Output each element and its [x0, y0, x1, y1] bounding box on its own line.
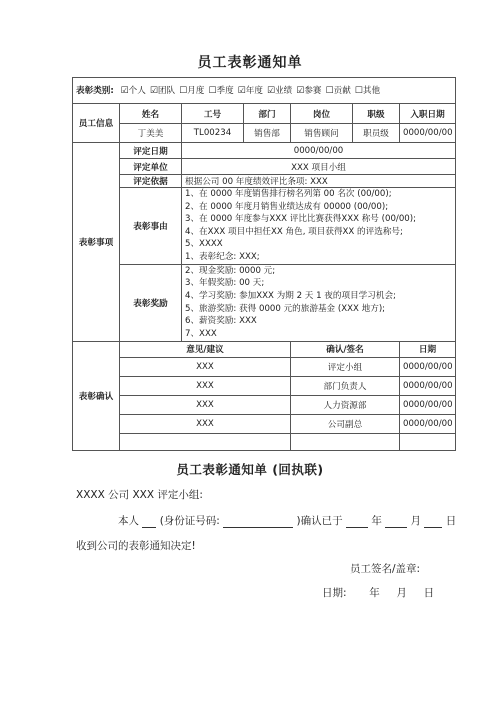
- empty-box-icon[interactable]: ☐: [354, 85, 363, 96]
- eval-date-value: 0000/00/00: [182, 143, 456, 159]
- employee-id: TL00234: [182, 124, 244, 143]
- year-blank[interactable]: [346, 516, 368, 528]
- reason-row: [73, 188, 456, 265]
- confirm-opinion: XXX: [120, 357, 291, 376]
- reason-item: 1、在 0000 年度销售排行榜名列第 00 名次 (00/00);: [185, 189, 392, 199]
- reason-list: [182, 188, 456, 265]
- confirm-header-row: [73, 341, 456, 357]
- commend-type-option[interactable]: [208, 86, 233, 96]
- confirm-row: [73, 395, 456, 414]
- commend-type-option[interactable]: [179, 86, 204, 96]
- employee-position: 销售顾问: [291, 124, 353, 143]
- eval-basis-label: 评定依据: [120, 175, 182, 188]
- confirm-row: [73, 357, 456, 376]
- commend-type-option[interactable]: [326, 86, 351, 96]
- reason-item: 5、XXXX: [185, 239, 223, 250]
- eval-unit-value: XXX 项目小组: [182, 159, 456, 175]
- employee-section-label: 员工信息: [73, 104, 120, 143]
- receipt-day-text: 日: [445, 515, 457, 527]
- receipt-notice-received: 收到公司的表彰通知决定!: [76, 540, 196, 552]
- commend-type-option-label: 参赛: [304, 85, 322, 96]
- receipt-date-day: 日: [423, 587, 435, 599]
- receipt-date-label: 日期:: [322, 587, 347, 599]
- receipt-id-text: (身份证号码:: [159, 515, 220, 527]
- commend-type-option-label: 团队: [157, 85, 176, 96]
- employee-level: 职员级: [353, 124, 400, 143]
- reward-item: 7、XXX: [185, 328, 217, 339]
- confirm-date: 0000/00/00: [400, 357, 456, 376]
- header-id: 工号: [182, 104, 244, 124]
- checked-box-icon[interactable]: ☑: [120, 85, 129, 96]
- commend-type-option-label: 业绩: [275, 85, 293, 96]
- confirm-empty-cell: [120, 433, 291, 450]
- confirm-section-label: 表彰确认: [73, 341, 120, 450]
- header-hire-date: 入职日期: [400, 104, 456, 124]
- employee-value-row: [73, 124, 456, 143]
- empty-box-icon[interactable]: ☐: [325, 85, 334, 96]
- employee-name: 丁美美: [120, 124, 182, 143]
- receipt-self-text: 本人: [118, 515, 139, 527]
- confirm-role: 部门负责人: [291, 376, 400, 395]
- confirm-opinion: XXX: [120, 376, 291, 395]
- confirm-empty-cell: [291, 433, 400, 450]
- checked-box-icon[interactable]: ☑: [296, 85, 305, 96]
- confirm-empty-cell: [400, 433, 456, 450]
- commend-type-option[interactable]: [355, 86, 380, 96]
- reward-item: 4、学习奖励: 参加XXX 为期 2 天 1 夜的项目学习机会;: [185, 290, 396, 301]
- confirm-date: 0000/00/00: [400, 395, 456, 414]
- eval-unit-label: 评定单位: [120, 159, 182, 175]
- commend-type-options: [117, 86, 381, 96]
- reward-row: [73, 264, 456, 341]
- confirm-date: 0000/00/00: [400, 414, 456, 433]
- eval-date-row: [73, 143, 456, 159]
- commend-type-option-label: 月度: [187, 85, 205, 96]
- reward-item: 3、年假奖励: 00 天;: [185, 278, 265, 289]
- empty-box-icon[interactable]: ☐: [208, 85, 217, 96]
- reason-item: 1、表彰纪念: XXX;: [185, 251, 260, 262]
- receipt-confirm-line: [118, 513, 456, 528]
- receipt-title: 员工表彰通知单 (回执联): [176, 462, 324, 477]
- eval-basis-row: [73, 175, 456, 188]
- commend-section-label: 表彰事项: [73, 143, 120, 342]
- receipt-year-text: 年: [371, 515, 382, 527]
- confirm-opinion: XXX: [120, 414, 291, 433]
- receipt-month-text: 月: [410, 515, 421, 527]
- header-dept: 部门: [244, 104, 291, 124]
- eval-unit-row: [73, 159, 456, 175]
- reward-item: 6、薪资奖励: XXX: [185, 316, 257, 327]
- receipt-date-line: [322, 585, 434, 600]
- commend-type-option[interactable]: [150, 86, 175, 96]
- header-position: 岗位: [291, 104, 353, 124]
- confirm-header-date: 日期: [400, 341, 456, 357]
- header-level: 职级: [353, 104, 400, 124]
- reason-item: 2、在 0000 年度月销售业绩达成有 00000 (00/00);: [185, 201, 389, 212]
- reward-item: 5、旅游奖励: 获得 0000 元的旅游基金 (XXX 地方);: [185, 303, 386, 314]
- reward-list: [182, 264, 456, 341]
- receipt-confirmed-text: )确认已于: [296, 515, 343, 527]
- confirm-role: 评定小组: [291, 357, 400, 376]
- confirm-role: 人力资源部: [291, 395, 400, 414]
- employee-hire-date: 0000/00/00: [400, 124, 456, 143]
- commend-type-option[interactable]: [296, 86, 321, 96]
- commend-type-option-label: 年度: [245, 85, 263, 96]
- receipt-addressee: XXXX 公司 XXX 评定小组:: [76, 489, 203, 501]
- confirm-header-sign: 确认/签名: [291, 341, 400, 357]
- checked-box-icon[interactable]: ☑: [237, 85, 246, 96]
- commend-type-option[interactable]: [238, 86, 263, 96]
- name-blank[interactable]: [142, 516, 156, 528]
- commendation-form-table: [72, 77, 456, 451]
- month-blank[interactable]: [385, 516, 407, 528]
- commend-type-option-label: 其他: [362, 85, 381, 96]
- employee-dept: 销售部: [244, 124, 291, 143]
- receipt-signature-label: 员工签名/盖章:: [350, 563, 421, 575]
- receipt-date-month: 月: [396, 587, 407, 599]
- commend-type-option[interactable]: [267, 86, 292, 96]
- confirm-role: 公司副总: [291, 414, 400, 433]
- confirm-date: 0000/00/00: [400, 376, 456, 395]
- day-blank[interactable]: [424, 516, 442, 528]
- checked-box-icon[interactable]: ☑: [266, 85, 276, 96]
- confirm-header-opinion: 意见/建议: [120, 341, 291, 357]
- reward-label: 表彰奖励: [120, 264, 182, 341]
- employee-header-row: [73, 104, 456, 124]
- eval-basis-value: 根据公司 00 年度绩效评比条项: XXX: [182, 175, 456, 188]
- reason-item: 4、在XXX 项目中担任XX 角色, 项目获得XX 的评选称号;: [185, 226, 403, 237]
- eval-date-label: 评定日期: [120, 143, 182, 159]
- header-name: 姓名: [120, 104, 182, 124]
- commend-type-label: 表彰类别:: [76, 85, 114, 96]
- commend-type-row: [73, 78, 456, 104]
- confirm-row: [73, 414, 456, 433]
- confirm-opinion: XXX: [120, 395, 291, 414]
- id-number-blank[interactable]: [223, 516, 293, 528]
- reward-item: 2、现金奖励: 0000 元;: [185, 265, 276, 276]
- commend-type-option-label: 季度: [216, 85, 234, 96]
- empty-box-icon[interactable]: ☐: [179, 85, 188, 96]
- commend-type-option-label: 贡献: [333, 85, 351, 96]
- reason-label: 表彰事由: [120, 188, 182, 265]
- receipt-date-year: 年: [369, 587, 380, 599]
- confirm-row: [73, 376, 456, 395]
- confirm-empty-row: [73, 433, 456, 450]
- reason-item: 3、在 0000 年度参与XXX 评比比赛获得XXX 称号 (00/00);: [185, 214, 416, 225]
- page-title: 员工表彰通知单: [197, 55, 303, 71]
- commend-type-option[interactable]: [121, 86, 146, 96]
- checked-box-icon[interactable]: ☑: [149, 85, 158, 96]
- commend-type-option-label: 个人: [128, 85, 146, 96]
